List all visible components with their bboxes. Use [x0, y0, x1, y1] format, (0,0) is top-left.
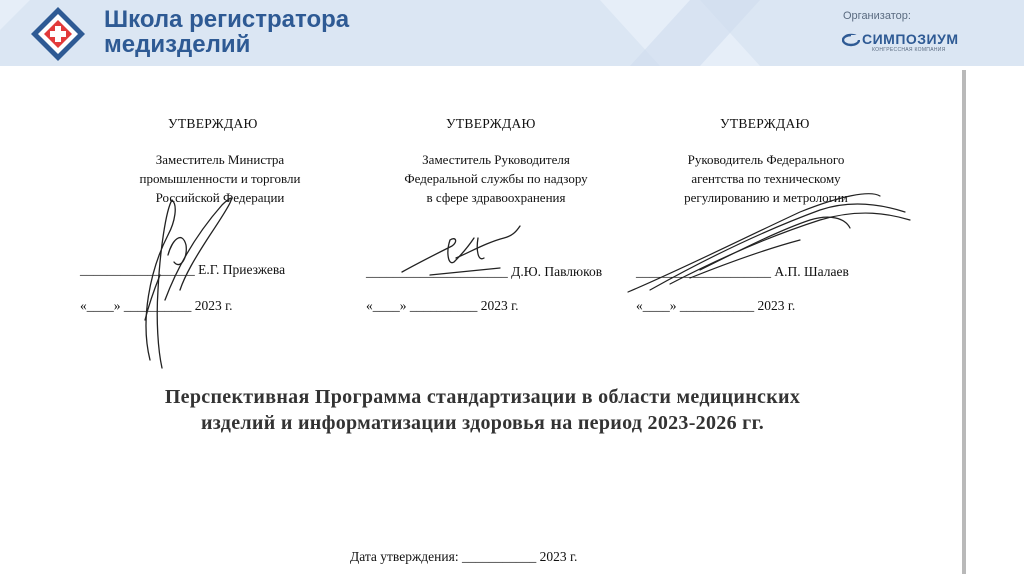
organizer-label: Организатор: [843, 10, 911, 22]
position-line: в сфере здравоохранения [426, 190, 566, 205]
organizer-name: СИМПОЗИУМ [862, 31, 959, 47]
position-line: Руководитель Федерального [687, 152, 845, 167]
position-line: Российской Федерации [155, 190, 285, 205]
approval-position-2 [376, 150, 616, 207]
brand-title-line1: Школа регистратора [104, 6, 350, 33]
brand-title [104, 7, 349, 57]
approval-signature-line-2: _____________________ Д.Ю. Павлюков [366, 264, 603, 279]
approval-signature-line-3: ____________________ А.П. Шалаев [636, 264, 849, 279]
page-edge-divider [962, 70, 966, 574]
position-line: Заместитель Руководителя [422, 152, 570, 167]
approval-signature-line-1: _________________ Е.Г. Приезжева [80, 262, 286, 277]
organizer-subtitle: КОНГРЕССНАЯ КОМПАНИЯ [872, 47, 946, 53]
approval-date-line-1: «____» __________ 2023 г. [80, 298, 233, 313]
program-title-line2: изделий и информатизации здоровья на период 2023-2026 гг. [200, 412, 764, 434]
organizer-swoosh-icon [842, 33, 860, 47]
signature-1 [145, 198, 231, 368]
approval-heading-3: УТВЕРЖДАЮ [720, 116, 810, 131]
position-line: Федеральной службы по надзору [404, 171, 588, 186]
approval-date-line: Дата утверждения: ___________ 2023 г. [350, 549, 578, 564]
organizer-logo [842, 31, 982, 55]
position-line: Заместитель Министра [155, 152, 285, 167]
approval-heading-1: УТВЕРЖДАЮ [168, 116, 258, 131]
position-line: регулированию и метрологии [684, 190, 848, 205]
approval-position-3 [656, 150, 876, 207]
brand-title-line2: медизделий [104, 31, 251, 58]
approval-date-line-3: «____» ___________ 2023 г. [636, 298, 796, 313]
position-line: агентства по техническому [691, 171, 841, 186]
approval-date-line-2: «____» __________ 2023 г. [366, 298, 519, 313]
program-title-line1: Перспективная Программа стандартизации в области медицинских [164, 386, 801, 408]
approval-heading-2: УТВЕРЖДАЮ [446, 116, 536, 131]
medical-cross-diamond-icon [30, 6, 86, 62]
position-line: промышленности и торговли [139, 171, 301, 186]
header-banner [0, 0, 1024, 66]
program-title [80, 384, 885, 436]
approval-position-1 [120, 150, 320, 207]
